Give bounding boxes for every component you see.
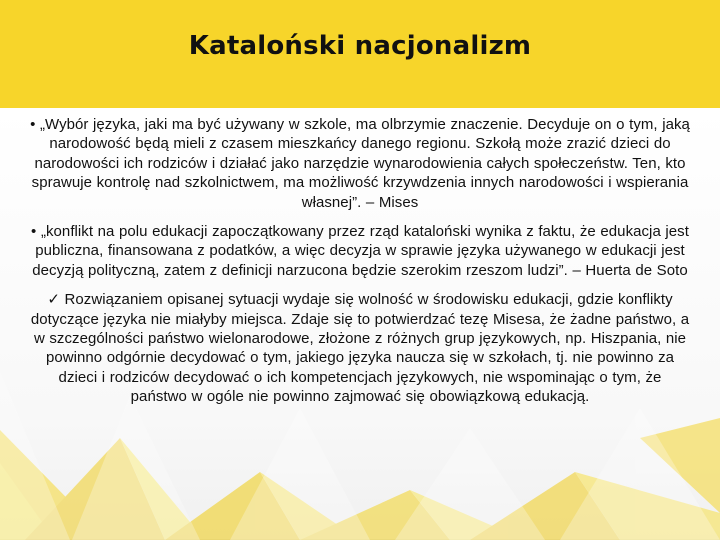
paragraph-text: „Wybór języka, jaki ma być używany w szkole, ma olbrzymie znaczenie. Decyduje on o tym, jaką narodowość będą mieli z czasem mieszkańcy danego regionu. Szkołą może zrazić dzieci do narodowości ich rodziców i działać jako narzędzie wynarodowienia całych społeczeństw. Ten, kto sprawuje kontrolę nad szkolnictwem, ma możliwość krzywdzenia innych narodowości i wspierania własnej”. – Mises [31,116,690,211]
bullet-paragraph-mises [30,115,690,212]
bullet-marker: • [30,116,36,133]
bullet-paragraph-huerta-de-soto [30,222,690,280]
slide-header [0,0,720,108]
checkmark-icon: ✓ [47,290,60,309]
content-panel [0,108,720,540]
bullet-marker: • [31,223,37,241]
slide-title: Kataloński nacjonalizm [188,31,532,61]
paragraph-text: Rozwiązaniem opisanej sytuacji wydaje się wolność w środowisku edukacji, gdzie konflikty dotyczące języka nie miałyby miejsca. Zdaje się to potwierdzać tezę Misesa, że żadne państwo, a w szczególności państwo wielonarodowe, złożone z różnych grup językowych, np. Hiszpania, nie powinno odgórnie decydować o tym, jakiego języka naucza się w szkołach, tj. nie powinno za dzieci i rodziców decydować o ich kompetencjach językowych, nie wspominając o tym, że państwo w ogóle nie powinno zajmować się obowiązkową edukacją. [30,291,690,406]
slide-body-text [30,115,690,407]
paragraph-text: „konflikt na polu edukacji zapoczątkowany przez rząd kataloński wynika z faktu, że edukacja jest publiczna, finansowana z podatków, a więc decyzja w sprawie języka używanego w edukacji jest decyzją polityczną, zatem z definicji narzucona będzie szerokim rzeszom ludzi”. – Huerta de Soto [32,223,689,279]
checkmark-conclusion-paragraph [30,290,690,406]
